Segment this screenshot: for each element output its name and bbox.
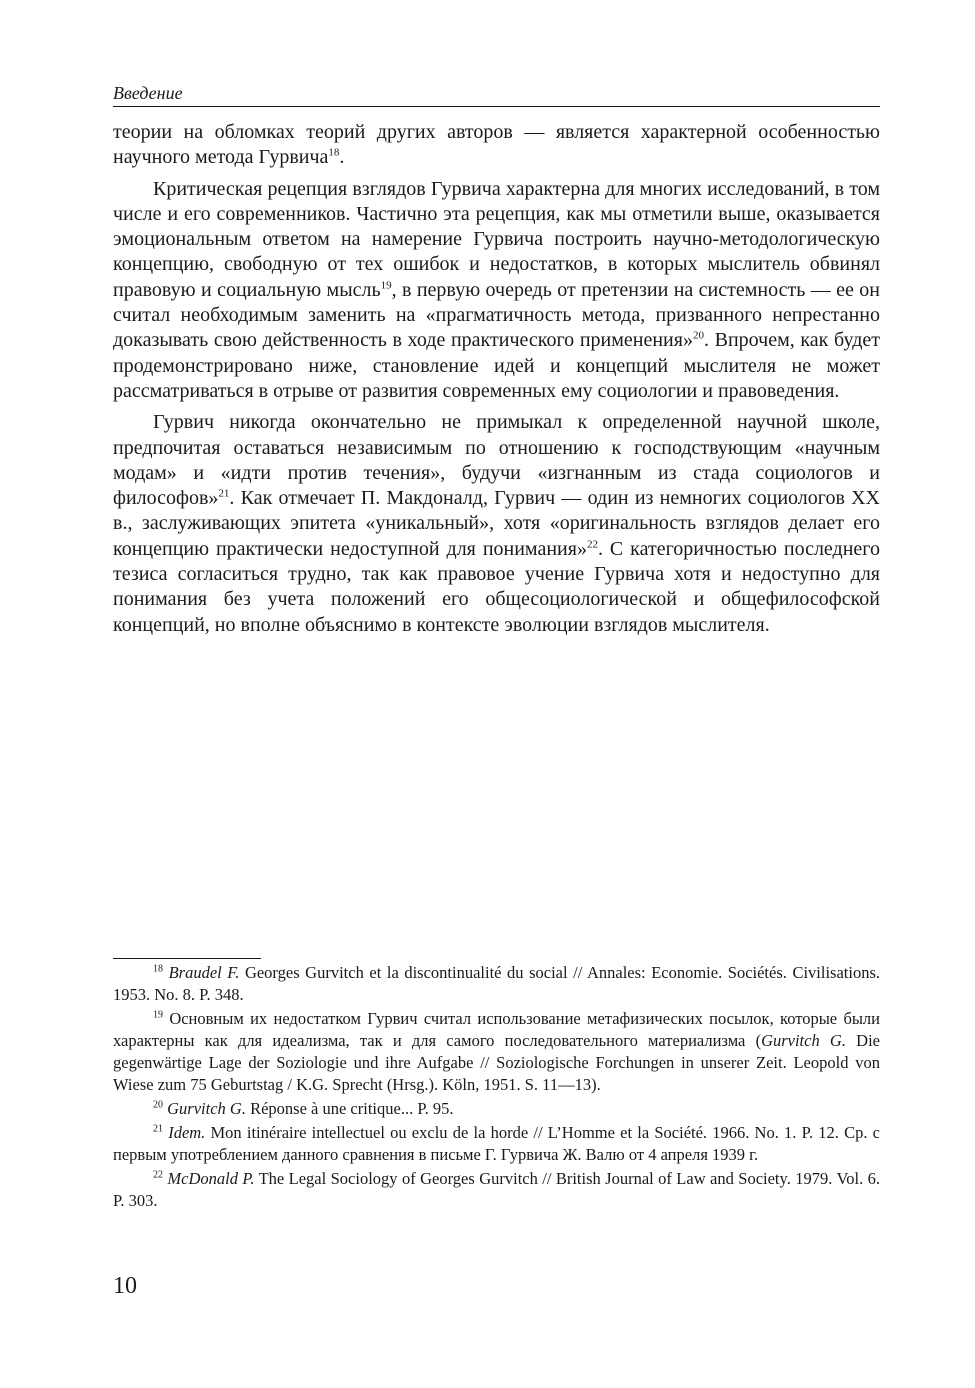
footnote-text: Georges Gurvitch et la discontinualité du social // Annales: Economie. Sociétés. Civilisations. 1953. No. 8. P. 348. bbox=[113, 963, 880, 1004]
paragraph-text: , в первую очередь от претензии на системность — ее он считал необходимым заменить на «прагматичность метода, призванного непрестанно доказывать свою действенность в ходе практического применения» bbox=[113, 278, 880, 352]
footnote-21 bbox=[113, 1122, 880, 1166]
footnote-ref[interactable]: 22 bbox=[586, 538, 598, 551]
footnote-text: Основным их недостатком Гурвич считал использование метафизических посылок, которые были характерны как для идеализма, так и для самого последовательного материализма ( bbox=[113, 1009, 880, 1050]
running-header bbox=[113, 82, 880, 107]
footnote-author: Braudel F. bbox=[168, 963, 240, 982]
footnote-18 bbox=[113, 962, 880, 1006]
paragraph-text: Гурвич никогда окончательно не примыкал к определенной научной школе, предпочитая оставаться независимым по отношению к господствующим «научным модам» и «идти против течения», будучи «изгнанным из стада социологов и философов» bbox=[113, 411, 880, 510]
footnote-divider bbox=[113, 958, 261, 959]
paragraph-text: Критическая рецепция взглядов Гурвича характерна для многих исследований, в том числе и его современников. Частично эта рецепция, как мы отметили выше, оказывается эмоциональным ответом на намерение Гурвича построить научно-методологическую концепцию, свободную от тех ошибок и недостатков, в которых мыслитель обвинял правовую и социальную мысль bbox=[113, 177, 880, 301]
running-title: Введение bbox=[113, 83, 183, 103]
page-number: 10 bbox=[113, 1273, 137, 1299]
paragraph-1 bbox=[113, 120, 880, 171]
main-text bbox=[113, 120, 880, 644]
footnote-text: The Legal Sociology of Georges Gurvitch // British Journal of Law and Society. 1979. Vol. 6. P. 303. bbox=[113, 1169, 880, 1210]
footnote-author: McDonald P. bbox=[167, 1169, 255, 1188]
footnote-ref[interactable]: 21 bbox=[218, 487, 230, 500]
paragraph-3 bbox=[113, 410, 880, 638]
paragraph-2 bbox=[113, 177, 880, 405]
footnote-number: 21 bbox=[153, 1123, 163, 1135]
paragraph-text: . Как отмечает П. Макдоналд, Гурвич — один из немногих социологов XX в., заслуживающих эпитета «уникальный», хотя «оригинальность взглядов делает его концепцию практически недоступной для понимания» bbox=[113, 487, 880, 560]
footnote-19 bbox=[113, 1008, 880, 1096]
footnote-text: Mon itinéraire intellectuel ou exclu de la horde // L’Homme et la Société. 1966. No. 1. P. 12. Ср. с первым употреблением данного сравнения в письме Г. Гурвича Ж. Валю от 4 апреля 1939 г. bbox=[113, 1123, 881, 1164]
footnote-number: 22 bbox=[153, 1169, 163, 1181]
footnote-ref[interactable]: 18 bbox=[328, 146, 340, 159]
footnote-number: 19 bbox=[153, 1009, 163, 1021]
footnote-22 bbox=[113, 1168, 880, 1212]
footnote-text: Die gegenwärtige Lage der Soziologie und ihre Aufgabe // Soziologische Forchungen in unserer Zeit. Leopold von Wiese zum 75 Geburtstag / K.G. Sprecht (Hrsg.). Köln, 1951. S. 11—13). bbox=[113, 1031, 880, 1094]
footnote-number: 20 bbox=[153, 1099, 163, 1111]
paragraph-text: . С категоричностью последнего тезиса согласиться трудно, так как правовое учение Гурвича хотя и недоступно для понимания без учета положений его общесоциологической и общефилософской концепций, но вполне объяснимо в контексте эволюции взглядов мыслителя. bbox=[113, 537, 880, 636]
footnote-author: Idem. bbox=[168, 1123, 206, 1142]
footnote-author: Gurvitch G. bbox=[761, 1031, 846, 1050]
paragraph-text: теории на обломках теорий других авторов — является характерной особенностью научного метода Гурвича bbox=[113, 121, 880, 169]
footnote-ref[interactable]: 19 bbox=[380, 279, 392, 292]
paragraph-text: . Впрочем, как будет продемонстрировано ниже, становление идей и концепций мыслителя не может рассматриваться в отрыве от развития современных ему социологии и правоведения. bbox=[113, 329, 880, 402]
footnote-ref[interactable]: 20 bbox=[692, 329, 704, 342]
paragraph-text: . bbox=[339, 146, 345, 169]
footnote-author: Gurvitch G. bbox=[167, 1099, 246, 1118]
footnote-text: Réponse à une critique... P. 95. bbox=[245, 1099, 454, 1118]
footnotes bbox=[113, 962, 880, 1214]
footnote-20 bbox=[113, 1098, 880, 1120]
footnote-number: 18 bbox=[153, 963, 163, 975]
